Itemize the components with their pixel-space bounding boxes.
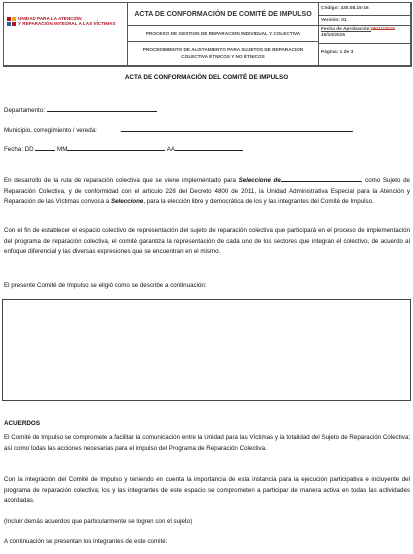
- paragraph-espacio-colectivo: Con el fin de establecer el espacio colectivo de representación del sujeto de reparación colectiva que participará en el proceso de implementación del programa de reparación colectiva, el comité garantiza la representación de cada uno de los sectores que integran el colectivo, de acuerdo al enfoque diferencial y las diversas expresiones que se encuentran en el mismo.: [4, 227, 410, 256]
- date-row: [4, 145, 243, 153]
- approval-label: Fecha de Aprobación:: [321, 27, 372, 32]
- doc-code: Código: 430.08.15-16: [319, 3, 411, 16]
- logo-line-1: UNIDAD PARA LA ATENCIÓN: [18, 16, 82, 21]
- header-process: PROCESO DE GESTION DE REPARACION INDIVIDUAL Y COLECTIVA: [145, 31, 301, 36]
- municipality-field[interactable]: [121, 126, 353, 132]
- approval-strikeout: 05/11/2015: [371, 27, 395, 32]
- doc-version: Versión: 01: [319, 16, 411, 26]
- unidad-victimas-logo: [7, 16, 115, 27]
- logo-line-2: Y REPARACIÓN INTEGRAL A LAS VÍCTIMAS: [18, 21, 116, 27]
- paragraph-acuerdo-comunicacion: El Comité de Impulso se compromete a facilitar la comunicación entre la Unidad para las Víctimas y la totalidad del Sujeto de Reparación Colectiva; así como todas las acciones necesarias para el impulso del Programa de Reparación Colectiva.: [4, 434, 410, 452]
- paragraph-acuerdo-participacion: Con la integración del Comité de Impulso y teniendo en cuenta la importancia de esta instancia para la ejecución participativa e incluyente del programa de reparación colectiva; los y las integrantes de este espacio se comprometen a participar de manera activa en todas las actividades acordadas.: [4, 476, 410, 505]
- date-month-field[interactable]: [67, 145, 165, 151]
- paragraph-ruta: En desarrollo de la ruta de reparación colectiva que se viene implementado para Seleccione de , como Sujeto de Reparación Colectiva, y de conformidad con el artículo 228 del Decreto 4800 de 2011, la Unidad Administrativa Especial para la Atención y Reparación de las Víctimas convoca a Seleccione, para la elección libre y democrática de los y las integrantes del Comité de Impulso.: [4, 177, 410, 206]
- date-day-field[interactable]: [35, 145, 55, 151]
- header-process-cell: [128, 26, 319, 42]
- select-convoca-placeholder[interactable]: Seleccione: [110, 198, 144, 206]
- agreements-title: ACUERDOS: [4, 420, 41, 427]
- unidad-victimas-logo-icon: [7, 17, 16, 26]
- date-day-label: Fecha: DD: [4, 146, 34, 153]
- department-label: Departamento:: [4, 107, 45, 114]
- document-title: ACTA DE CONFORMACIÓN DEL COMITÉ DE IMPULSO: [124, 74, 289, 81]
- header-title: ACTA DE CONFORMACIÓN DE COMITÉ DE IMPULSO: [134, 10, 312, 18]
- municipality-label: Municipio, corregimiento / vereda:: [4, 127, 97, 134]
- date-month-label: MM: [57, 146, 68, 153]
- paragraph-integrantes: A continuación se presentan los integrantes de este comité:: [4, 538, 168, 545]
- paragraph-eleccion: El presente Comité de Impulso se eligió como se describe a continuación:: [4, 282, 207, 289]
- date-year-label: AA: [166, 146, 176, 153]
- sujeto-field[interactable]: [281, 176, 361, 182]
- header-title-cell: [128, 3, 319, 26]
- header-subprocess: PROCEDIMIENTO DE ALISTAMIENTO PARA SUJETOS DE REPARACION COLECTIVA ÉTNICOS Y NO ÉTNICOS: [142, 47, 304, 59]
- logo-cell: [4, 3, 128, 66]
- election-description-box[interactable]: [2, 299, 411, 401]
- paragraph-otros-acuerdos: (Incluir demás acuerdos que particularmente se logren con el sujeto): [4, 518, 193, 525]
- doc-approval-date: [319, 26, 411, 44]
- approval-date-value: 16/10/2015: [321, 32, 346, 38]
- doc-page: Página: 1 de 3: [319, 44, 411, 66]
- select-sujeto-placeholder[interactable]: Seleccione de: [238, 177, 281, 184]
- document-header: [3, 2, 412, 67]
- department-row: [4, 106, 157, 114]
- department-field[interactable]: [47, 106, 157, 112]
- date-year-field[interactable]: [175, 145, 243, 151]
- header-subprocess-cell: [128, 42, 319, 66]
- municipality-row: [4, 126, 353, 134]
